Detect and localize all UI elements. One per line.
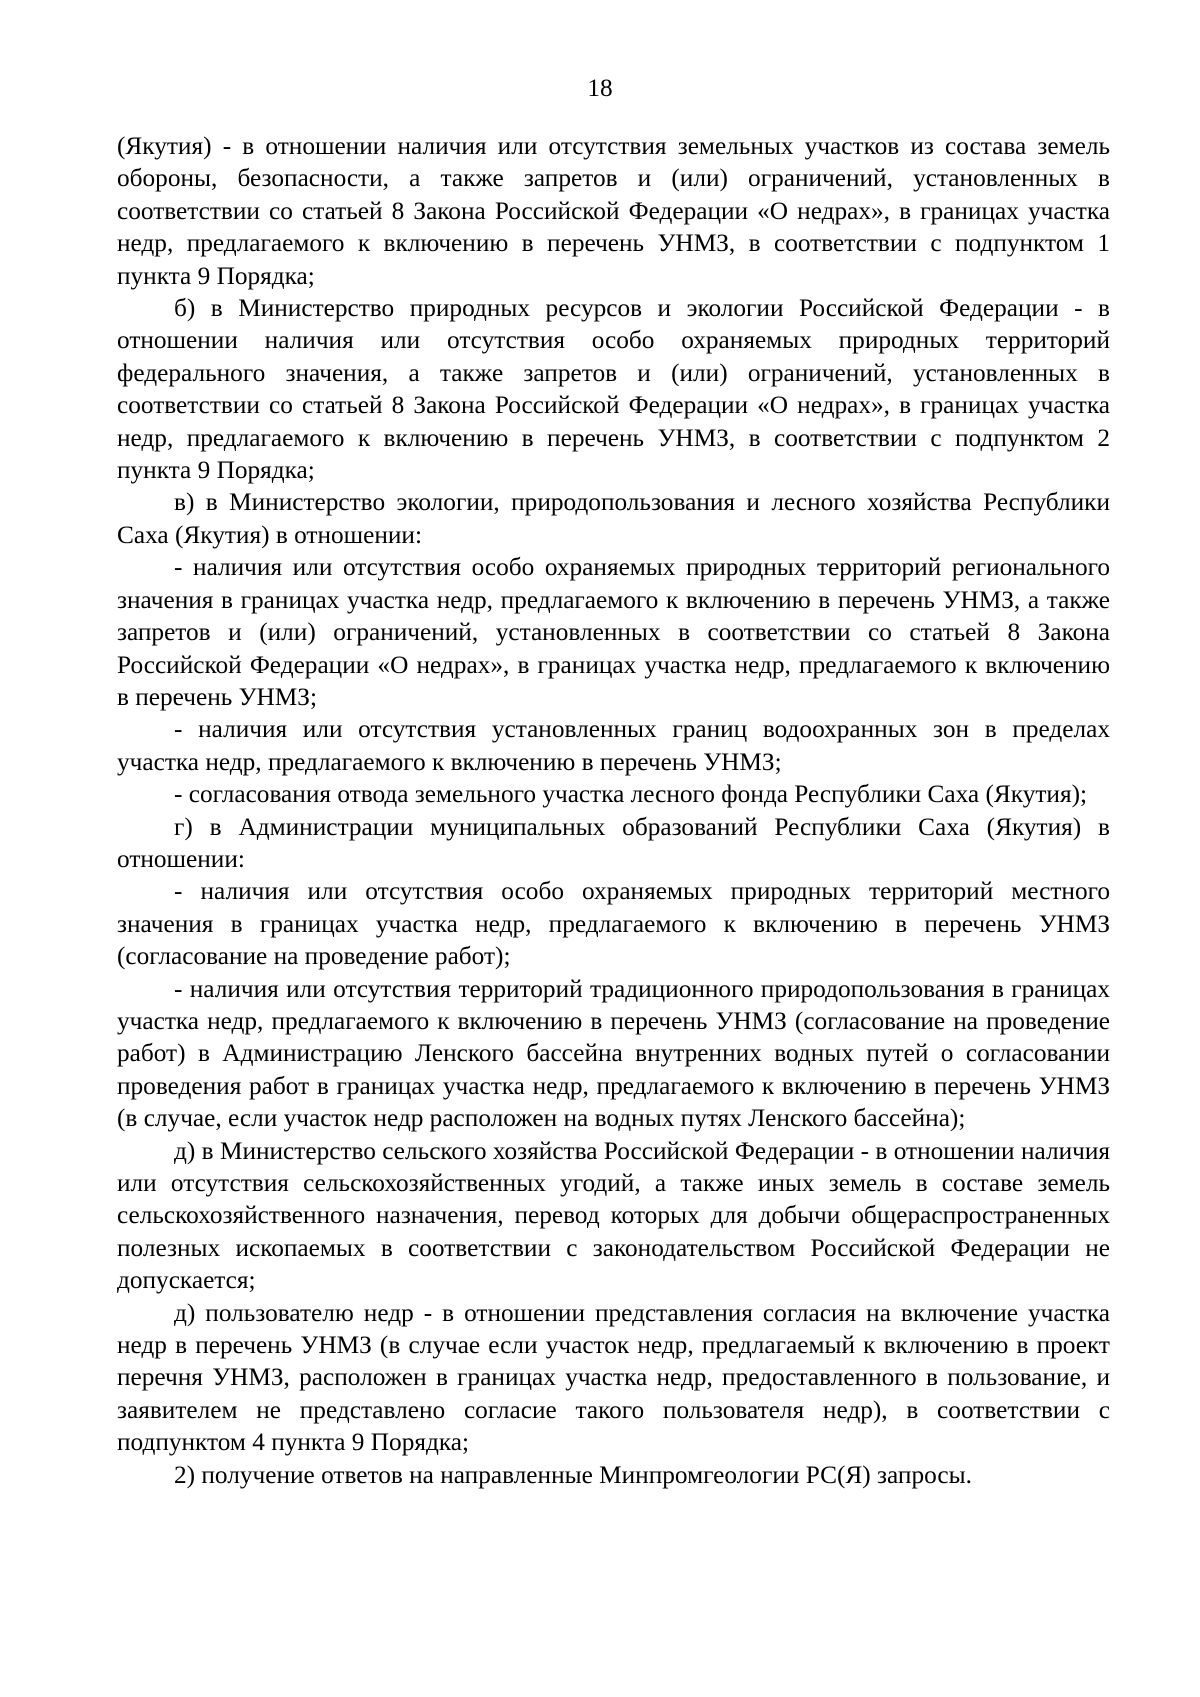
document-body [117,130,1110,1491]
paragraph-subitem-regional-territories: - наличия или отсутствия особо охраняемых природных территорий регионального значения в границах участка недр, предлагаемого к включению в перечень УНМЗ, а также запретов и (или) ограничений, установленных в соответствии со статьей 8 Закона Российской Федерации «О недрах», в границах участка недр, предлагаемого к включению в перечень УНМЗ; [117,553,1110,711]
paragraph-subitem-local-territories: - наличия или отсутствия особо охраняемых природных территорий местного значения в границах участка недр, предлагаемого к включению в перечень УНМЗ (согласование на проведение работ); [117,877,1110,971]
page-number: 18 [587,74,613,102]
paragraph-continuation: (Якутия) - в отношении наличия или отсутствия земельных участков из состава земель обороны, безопасности, а также запретов и (или) ограничений, установленных в соответствии со статьей 8 Закона Российской Федерации «О недрах», в границах участка недр, предлагаемого к включению в перечень УНМЗ, в соответствии с подпунктом 1 пункта 9 Порядка; [117,132,1110,290]
paragraph-item-v: в) в Министерство экологии, природопользования и лесного хозяйства Республики Саха (Якутия) в отношении: [117,488,1110,549]
paragraph-subitem-water-protection-zones: - наличия или отсутствия установленных границ водоохранных зон в пределах участка недр, предлагаемого к включению в перечень УНМЗ; [117,715,1110,776]
paragraph-subitem-traditional-land-use: - наличия или отсутствия территорий традиционного природопользования в границах участка недр, предлагаемого к включению в перечень УНМЗ (согласование на проведение работ) в Администрацию Ленского бассейна внутренних водных путей о согласовании проведения работ в границах участка недр, предлагаемого к включению в перечень УНМЗ (в случае, если участок недр расположен на водных путях Ленского бассейна); [117,974,1110,1133]
paragraph-item-d-subsoil-user: д) пользователю недр - в отношении представления согласия на включение участка недр в перечень УНМЗ (в случае если участок недр, предлагаемый к включению в проект перечня УНМЗ, расположен в границах участка недр, предоставленного в пользование, и заявителем не представлено согласие такого пользователя недр), в соответствии с подпунктом 4 пункта 9 Порядка; [117,1298,1110,1457]
paragraph-item-b: б) в Министерство природных ресурсов и экологии Российской Федерации - в отношении наличия или отсутствия особо охраняемых природных территорий федерального значения, а также запретов и (или) ограничений, установленных в соответствии со статьей 8 Закона Российской Федерации «О недрах», в границах участка недр, предлагаемого к включению в перечень УНМЗ, в соответствии с подпунктом 2 пункта 9 Порядка; [117,294,1110,485]
paragraph-subitem-forest-fund: - согласования отвода земельного участка лесного фонда Республики Саха (Якутия); [174,780,1088,809]
paragraph-item-g: г) в Администрации муниципальных образований Республики Саха (Якутия) в отношении: [117,812,1110,873]
paragraph-item-d-agriculture: д) в Министерство сельского хозяйства Российской Федерации - в отношении наличия или отсутствия сельскохозяйственных угодий, а также иных земель в составе земель сельскохозяйственного назначения, перевод которых для добычи общераспространенных полезных ископаемых в соответствии с законодательством Российской Федерации не допускается; [117,1136,1110,1295]
paragraph-item-2: 2) получение ответов на направленные Минпромгеологии РС(Я) запросы. [174,1460,972,1489]
